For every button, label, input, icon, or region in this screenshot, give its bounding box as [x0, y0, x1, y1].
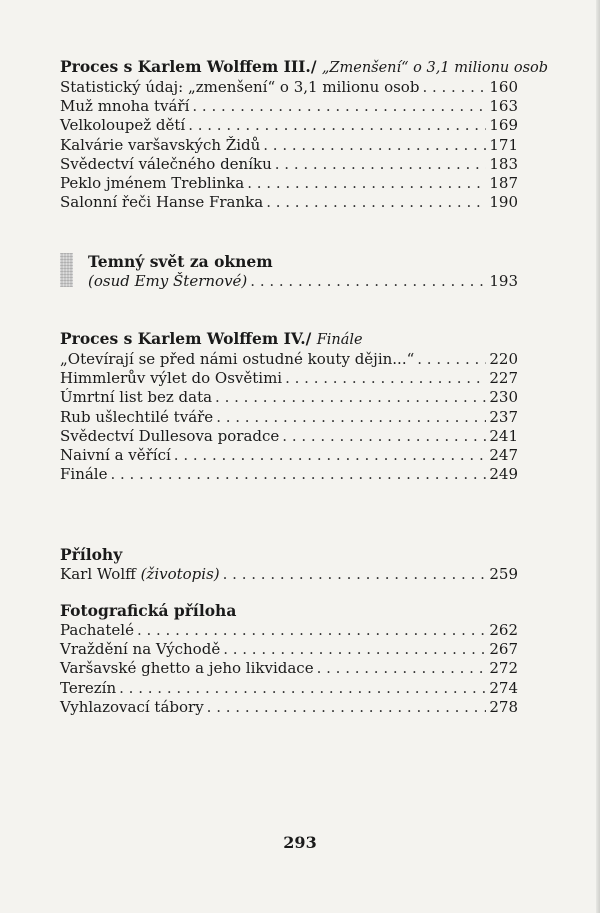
leader-dots	[285, 369, 486, 388]
toc-entry	[60, 388, 518, 407]
entry-page: 247	[489, 446, 518, 465]
leader-dots	[192, 97, 486, 116]
leader-dots	[216, 408, 486, 427]
section-title: Přílohy	[60, 545, 123, 564]
entry-title: Naivní a věřící	[60, 446, 171, 465]
entry-page: 183	[489, 154, 518, 173]
entry-page: 249	[489, 465, 518, 484]
toc-entry	[60, 679, 518, 698]
section-subtitle: „Zmenšení“ o 3,1 milionu osob	[321, 60, 549, 76]
toc-entry	[60, 621, 518, 640]
section-heading	[60, 57, 549, 78]
leader-dots	[137, 621, 486, 640]
entry-title: Rub ušlechtilé tváře	[60, 407, 214, 426]
section-heading	[60, 601, 518, 621]
entry-page: 227	[489, 369, 518, 388]
entry-title: Pachatelé	[60, 621, 134, 639]
leader-dots	[119, 679, 486, 698]
toc-entry	[60, 427, 518, 446]
leader-dots	[247, 174, 486, 193]
leader-dots	[266, 193, 486, 212]
section-heading	[88, 252, 518, 272]
page-number: 293	[283, 833, 317, 852]
entry-title: Salonní řeči Hanse Franka	[60, 193, 264, 212]
entry-title: Velkoloupež dětí	[60, 116, 186, 135]
leader-dots	[174, 446, 487, 465]
toc-section-wolff-4	[60, 329, 518, 484]
leader-dots	[282, 427, 486, 446]
toc-entry	[60, 136, 518, 155]
entry-title: Terezín	[60, 678, 117, 697]
leader-dots	[422, 78, 486, 97]
leader-dots	[317, 659, 487, 678]
toc-entry	[60, 465, 518, 484]
toc-entry	[60, 193, 518, 212]
entry-title: Muž mnoha tváří	[60, 97, 190, 116]
entry-page: 220	[489, 350, 518, 368]
entry-page: 237	[489, 407, 518, 426]
leader-dots	[250, 272, 486, 291]
entry-page: 163	[489, 97, 518, 116]
section-heading	[60, 545, 518, 565]
toc-entry	[60, 97, 518, 116]
entry-page: 259	[489, 565, 518, 583]
entry-page: 190	[489, 193, 518, 212]
entry-title: Svědectví válečného deníku	[60, 154, 272, 173]
toc-entry	[60, 698, 518, 717]
leader-dots	[207, 698, 487, 717]
section-title: Fotografická příloha	[60, 601, 237, 620]
toc-entry	[60, 369, 518, 388]
entry-page: 262	[489, 621, 518, 639]
entry-page: 187	[489, 174, 518, 193]
leader-dots	[263, 136, 486, 155]
entry-title: Finále	[60, 465, 108, 484]
entry-page: 278	[489, 697, 518, 716]
section-heading	[60, 329, 518, 350]
entry-page: 169	[489, 116, 518, 135]
toc-entry	[60, 408, 518, 427]
entry-title: Himmlerův výlet do Osvětimi	[60, 369, 283, 388]
entry-title: (osud Emy Šternové)	[88, 272, 248, 290]
entry-page: 193	[489, 272, 518, 290]
toc-entry	[60, 659, 518, 678]
toc-section-wolff-3	[60, 57, 549, 212]
entry-title: Vyhlazovací tábory	[60, 697, 204, 716]
entry-page: 160	[489, 78, 518, 96]
section-marker	[60, 253, 73, 287]
entry-title: Svědectví Dullesova poradce	[60, 426, 280, 445]
leader-dots	[223, 565, 487, 584]
toc-entry	[60, 116, 518, 135]
toc-entry	[60, 78, 518, 97]
leader-dots	[110, 465, 486, 484]
leader-dots	[223, 640, 486, 659]
page-edge	[596, 0, 600, 913]
entry-title: Varšavské ghetto a jeho likvidace	[60, 659, 314, 678]
toc-section-foto-priloha	[60, 601, 518, 717]
entry-title: Úmrtní list bez data	[60, 388, 213, 407]
entry-title: Kalvárie varšavských Židů	[60, 135, 261, 154]
toc-entry	[60, 174, 518, 193]
entry-title: Karl Wolff	[60, 565, 136, 583]
leader-dots	[417, 350, 486, 369]
leader-dots	[215, 388, 486, 407]
toc-entry	[60, 640, 518, 659]
toc-entry	[60, 350, 518, 369]
entry-title: Statistický údaj: „zmenšení“ o 3,1 milionu osob	[60, 78, 420, 96]
section-title: Proces s Karlem Wolffem IV./	[60, 329, 312, 348]
toc-entry	[60, 565, 518, 584]
entry-page: 272	[489, 659, 518, 678]
entry-page: 230	[489, 388, 518, 407]
entry-title-italic: (životopis)	[140, 565, 220, 583]
entry-page: 241	[489, 426, 518, 445]
section-title: Proces s Karlem Wolffem III./	[60, 57, 317, 76]
toc-entry	[60, 446, 518, 465]
entry-page: 267	[489, 640, 518, 659]
leader-dots	[275, 155, 487, 174]
toc-section-prilohy	[60, 545, 518, 584]
section-subtitle: Finále	[316, 332, 363, 348]
entry-title: „Otevírají se před námi ostudné kouty dějin...“	[60, 350, 415, 368]
entry-page: 171	[489, 135, 518, 154]
toc-entry	[60, 155, 518, 174]
toc-entry	[88, 272, 518, 291]
entry-page: 274	[489, 678, 518, 697]
leader-dots	[188, 116, 486, 135]
entry-title: Peklo jménem Treblinka	[60, 174, 245, 193]
section-title: Temný svět za oknem	[88, 252, 273, 271]
toc-section-temny-svet	[88, 252, 518, 291]
entry-title: Vraždění na Východě	[60, 640, 221, 659]
